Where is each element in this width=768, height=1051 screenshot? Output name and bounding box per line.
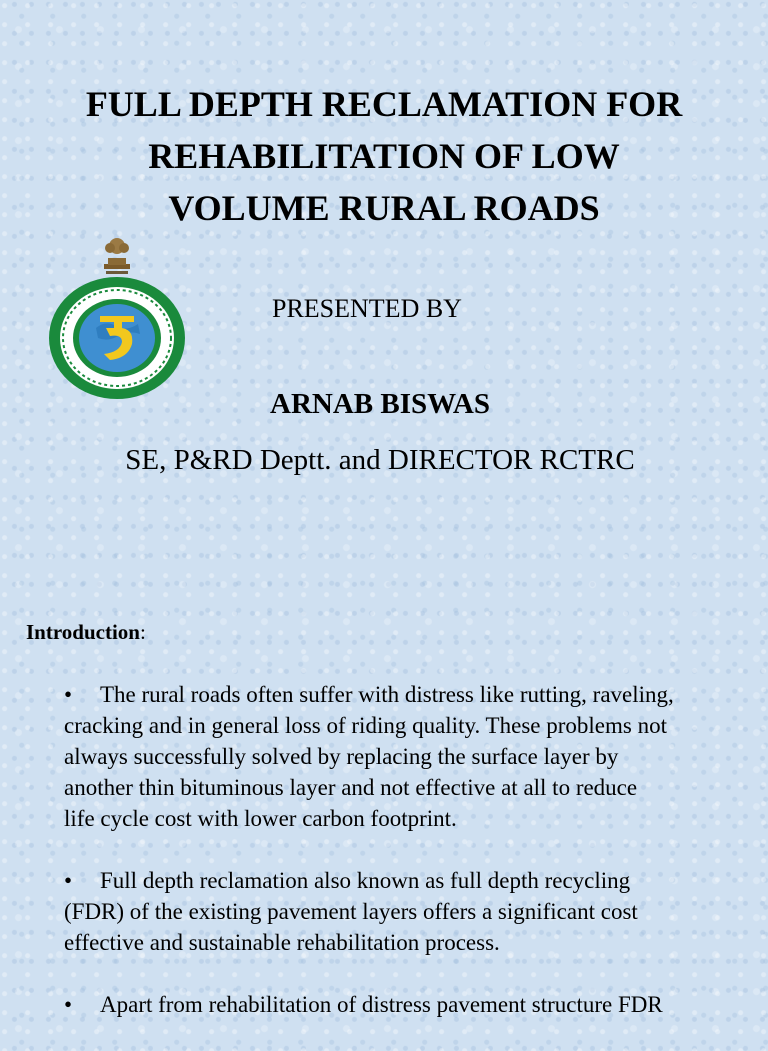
bullet-line: effective and sustainable rehabilitation process. — [64, 930, 500, 955]
introduction-heading-colon: : — [139, 620, 146, 644]
introduction-bullet-list — [64, 679, 754, 1051]
bullet-line: (FDR) of the existing pavement layers offers a significant cost — [64, 899, 638, 924]
author-designation: SE, P&RD Deptt. and DIRECTOR RCTRC — [125, 444, 635, 476]
bullet-line-text: Full depth reclamation also known as full depth recycling — [100, 868, 631, 893]
title-line: REHABILITATION OF LOW — [148, 136, 620, 176]
title-line: FULL DEPTH RECLAMATION FOR — [85, 84, 683, 124]
title-line: VOLUME RURAL ROADS — [168, 188, 600, 228]
bullet-line: another thin bituminous layer and not effective at all to reduce — [64, 775, 638, 800]
presented-by-label: PRESENTED BY — [272, 294, 462, 323]
bullet-glyph: • — [64, 682, 73, 707]
introduction-heading — [26, 620, 146, 645]
slide-title — [0, 78, 768, 234]
bullet-item — [64, 679, 754, 834]
bullet-line — [64, 989, 754, 1020]
author-name: ARNAB BISWAS — [270, 388, 490, 420]
bullet-glyph: • — [64, 992, 73, 1017]
bullet-line-text: Apart from rehabilitation of distress pavement structure FDR — [100, 992, 663, 1017]
bullet-glyph: • — [64, 868, 73, 893]
bullet-item — [64, 865, 754, 958]
bullet-line — [64, 679, 754, 710]
bullet-line: always successfully solved by replacing the surface layer by — [64, 744, 619, 769]
bullet-line — [64, 865, 754, 896]
national-emblem-icon — [100, 232, 134, 276]
west-bengal-seal-logo — [48, 276, 186, 400]
bullet-line-text: The rural roads often suffer with distress like rutting, raveling, — [100, 682, 674, 707]
bullet-item — [64, 989, 754, 1020]
introduction-heading-text: Introduction — [26, 620, 140, 644]
bullet-line: life cycle cost with lower carbon footprint. — [64, 806, 457, 831]
bullet-line: cracking and in general loss of riding quality. These problems not — [64, 713, 667, 738]
